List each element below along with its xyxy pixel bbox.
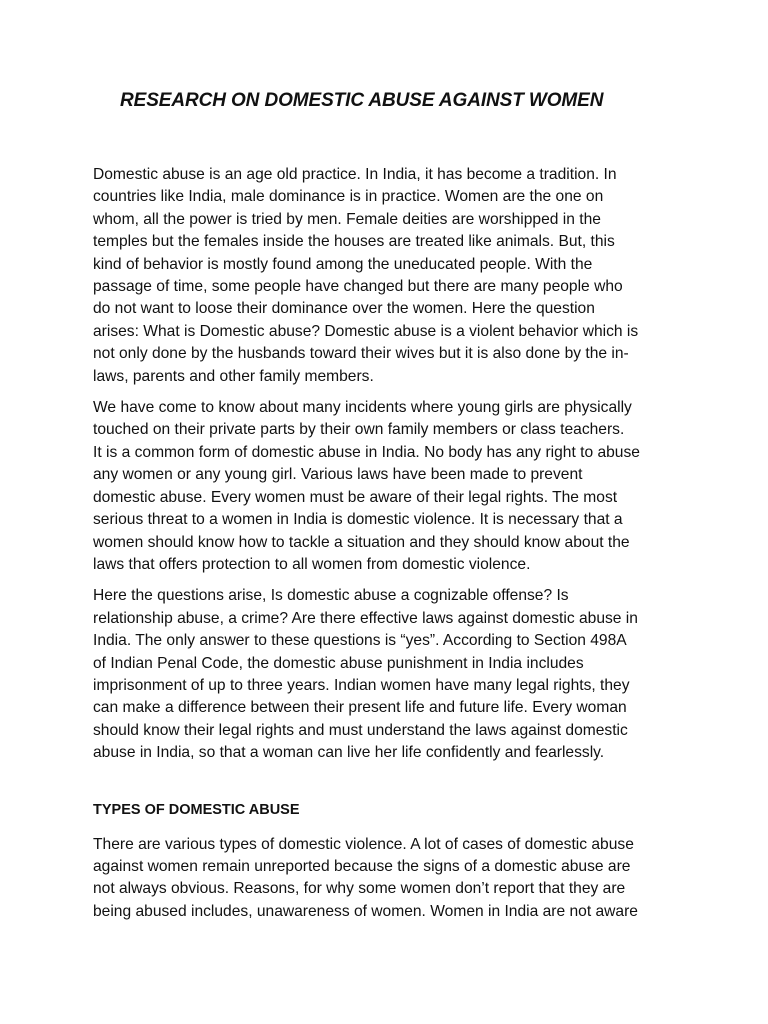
text-line: touched on their private parts by their own family members or class teachers.: [93, 421, 625, 439]
document-body: [93, 164, 683, 932]
text-line: passage of time, some people have changed but there are many people who: [93, 278, 623, 296]
text-line: can make a difference between their present life and future life. Every woman: [93, 699, 627, 717]
text-line: imprisonment of up to three years. Indian women have many legal rights, they: [93, 676, 630, 694]
paragraph-types: [93, 834, 683, 924]
text-line: Here the questions arise, Is domestic abuse a cognizable offense? Is: [93, 587, 569, 605]
text-line: of Indian Penal Code, the domestic abuse punishment in India includes: [93, 654, 584, 672]
text-line: arises: What is Domestic abuse? Domestic abuse is a violent behavior which is: [93, 322, 639, 340]
text-line: any women or any young girl. Various laws have been made to prevent: [93, 466, 583, 484]
text-line: not always obvious. Reasons, for why some women don’t report that they are: [93, 880, 626, 898]
text-line: kind of behavior is mostly found among the uneducated people. With the: [93, 255, 593, 273]
paragraph-intro: [93, 164, 683, 388]
text-line: do not want to loose their dominance over the women. Here the question: [93, 300, 595, 318]
text-line: temples but the females inside the houses are treated like animals. But, this: [93, 233, 615, 251]
text-line: being abused includes, unawareness of women. Women in India are not aware: [93, 902, 638, 920]
text-line: laws, parents and other family members.: [93, 367, 374, 385]
text-line: We have come to know about many incidents where young girls are physically: [93, 399, 632, 417]
text-line: India. The only answer to these questions is “yes”. According to Section 498A: [93, 632, 627, 650]
text-line: domestic abuse. Every women must be aware of their legal rights. The most: [93, 488, 618, 506]
text-line: not only done by the husbands toward their wives but it is also done by the in-: [93, 345, 629, 363]
text-line: countries like India, male dominance is in practice. Women are the one on: [93, 188, 604, 206]
text-line: laws that offers protection to all women from domestic violence.: [93, 555, 531, 573]
document-title: RESEARCH ON DOMESTIC ABUSE AGAINST WOMEN: [120, 90, 604, 111]
text-line: There are various types of domestic violence. A lot of cases of domestic abuse: [93, 835, 634, 853]
text-line: Domestic abuse is an age old practice. In India, it has become a tradition. In: [93, 166, 617, 183]
text-line: women should know how to tackle a situation and they should know about the: [93, 533, 630, 551]
text-line: relationship abuse, a crime? Are there effective laws against domestic abuse in: [93, 609, 638, 627]
text-line: serious threat to a women in India is domestic violence. It is necessary that a: [93, 511, 623, 529]
paragraph-legal: [93, 585, 683, 764]
text-line: should know their legal rights and must understand the laws against domestic: [93, 721, 628, 739]
text-line: It is a common form of domestic abuse in India. No body has any right to abuse: [93, 443, 640, 461]
text-line: whom, all the power is tried by men. Female deities are worshipped in the: [93, 210, 601, 228]
section-heading: TYPES OF DOMESTIC ABUSE: [93, 801, 300, 818]
text-line: against women remain unreported because the signs of a domestic abuse are: [93, 857, 631, 875]
paragraph-incidents: [93, 397, 683, 576]
text-line: abuse in India, so that a woman can live her life confidently and fearlessly.: [93, 744, 605, 762]
